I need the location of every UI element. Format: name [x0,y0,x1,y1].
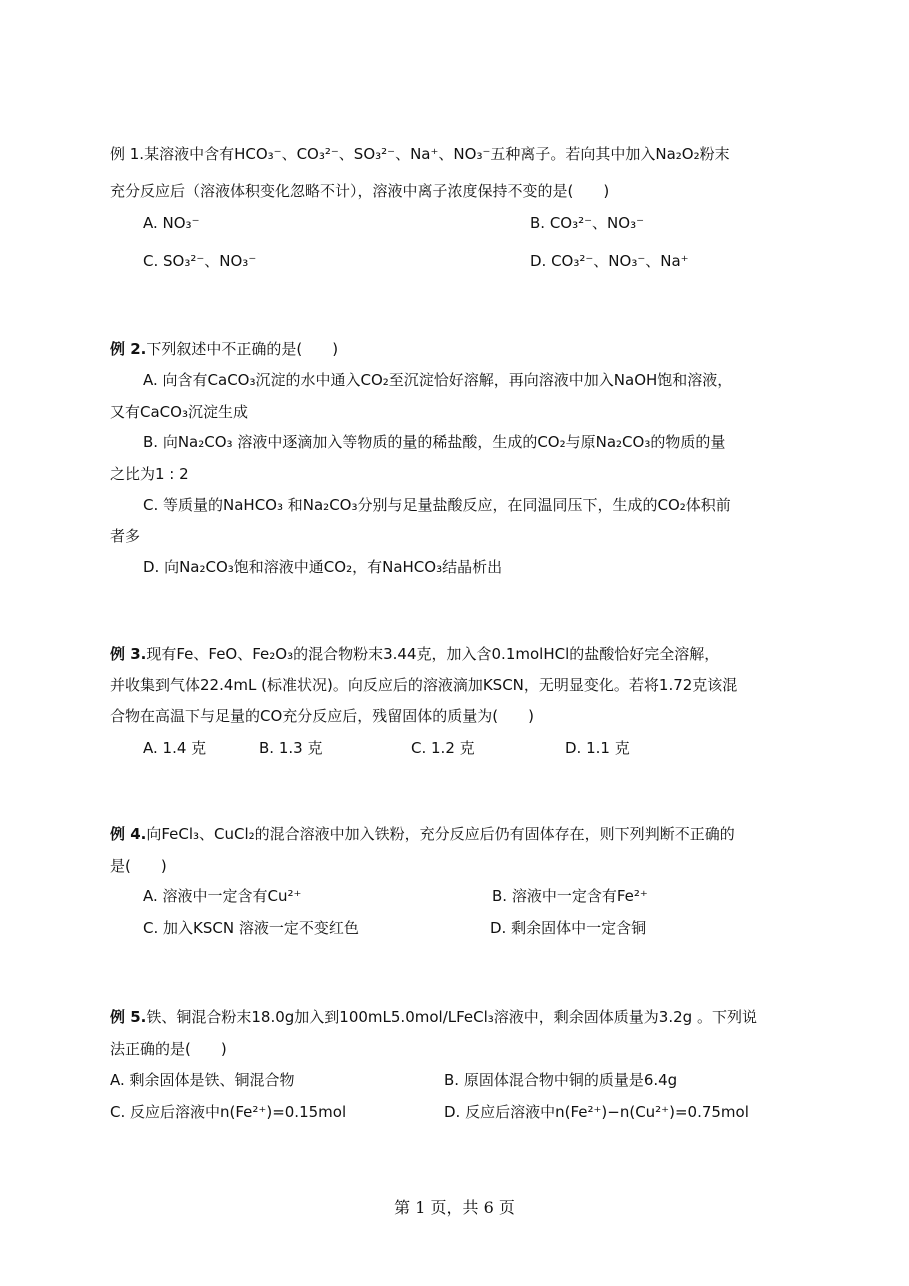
question-4-option-b: B. 溶液中一定含有Fe²⁺ [492,887,648,905]
question-5-number: 例 5. [110,1008,147,1026]
question-5-option-a: A. 剩余固体是铁、铜混合物 [110,1071,295,1089]
question-2-option-a-2: 又有CaCO₃沉淀生成 [110,403,248,421]
page-footer: 第 1 页，共 6 页 [394,1198,515,1217]
question-2-text-1: 下列叙述中不正确的是( ) [146,340,339,358]
question-1-option-a: A. NO₃⁻ [143,214,200,232]
question-5-line-2: 法正确的是( ) [110,1040,227,1058]
question-4-line-1 [110,823,735,845]
question-3-line-2: 并收集到气体22.4mL (标准状况)。向反应后的溶液滴加KSCN，无明显变化。若将1.72克该混 [110,676,738,694]
question-2-line-1 [110,338,338,360]
question-3-text-1: 现有Fe、FeO、Fe₂O₃的混合物粉末3.44克，加入含0.1molHCl的盐酸恰好完全溶解， [146,645,720,663]
question-2-number: 例 2. [110,340,147,358]
question-1-number: 例 1. [110,145,145,163]
question-4-option-c: C. 加入KSCN 溶液一定不变红色 [143,919,359,937]
question-3-line-3: 合物在高温下与足量的CO充分反应后，残留固体的质量为( ) [110,707,534,725]
question-3-option-b: B. 1.3 克 [259,739,323,757]
question-1-line-2: 充分反应后（溶液体积变化忽略不计），溶液中离子浓度保持不变的是( ) [110,182,610,200]
question-4-option-a: A. 溶液中一定含有Cu²⁺ [143,887,302,905]
question-3-option-a: A. 1.4 克 [143,739,207,757]
question-5-option-d: D. 反应后溶液中n(Fe²⁺)−n(Cu²⁺)=0.75mol [444,1103,749,1121]
question-2-option-c-2: 者多 [110,527,141,545]
question-5-option-b: B. 原固体混合物中铜的质量是6.4g [444,1071,678,1089]
question-1-line-1 [110,143,730,165]
question-2-option-a-1: A. 向含有CaCO₃沉淀的水中通入CO₂至沉淀恰好溶解，再向溶液中加入NaOH饱和溶液， [143,371,733,389]
question-4-option-d: D. 剩余固体中一定含铜 [490,919,647,937]
question-5-text-1: 铁、铜混合粉末18.0g加入到100mL5.0mol/LFeCl₃溶液中，剩余固体质量为3.2g 。下列说 [146,1008,757,1026]
question-4-text-1: 向FeCl₃、CuCl₂的混合溶液中加入铁粉，充分反应后仍有固体存在，则下列判断不正确的 [146,825,735,843]
question-2-option-b-2: 之比为1 : 2 [110,465,189,483]
question-3-number: 例 3. [110,645,147,663]
question-3-line-1 [110,643,719,665]
question-2-option-d-1: D. 向Na₂CO₃饱和溶液中通CO₂，有NaHCO₃结晶析出 [143,558,503,576]
question-2-option-c-1: C. 等质量的NaHCO₃ 和Na₂CO₃分别与足量盐酸反应，在同温同压下，生成的CO₂体积前 [143,496,731,514]
question-4-line-2: 是( ) [110,857,167,875]
question-5-line-1 [110,1006,757,1028]
question-2-option-b-1: B. 向Na₂CO₃ 溶液中逐滴加入等物质的量的稀盐酸，生成的CO₂与原Na₂CO₃的物质的量 [143,433,726,451]
question-5-option-c: C. 反应后溶液中n(Fe²⁺)=0.15mol [110,1103,347,1121]
question-1-text-1: 某溶液中含有HCO₃⁻、CO₃²⁻、SO₃²⁻、Na⁺、NO₃⁻五种离子。若向其中加入Na₂O₂粉末 [144,145,730,163]
question-1-option-b: B. CO₃²⁻、NO₃⁻ [530,214,645,232]
question-1-option-d: D. CO₃²⁻、NO₃⁻、Na⁺ [530,252,689,270]
question-3-option-c: C. 1.2 克 [411,739,475,757]
question-1-option-c: C. SO₃²⁻、NO₃⁻ [143,252,257,270]
question-3-option-d: D. 1.1 克 [565,739,630,757]
question-4-number: 例 4. [110,825,147,843]
